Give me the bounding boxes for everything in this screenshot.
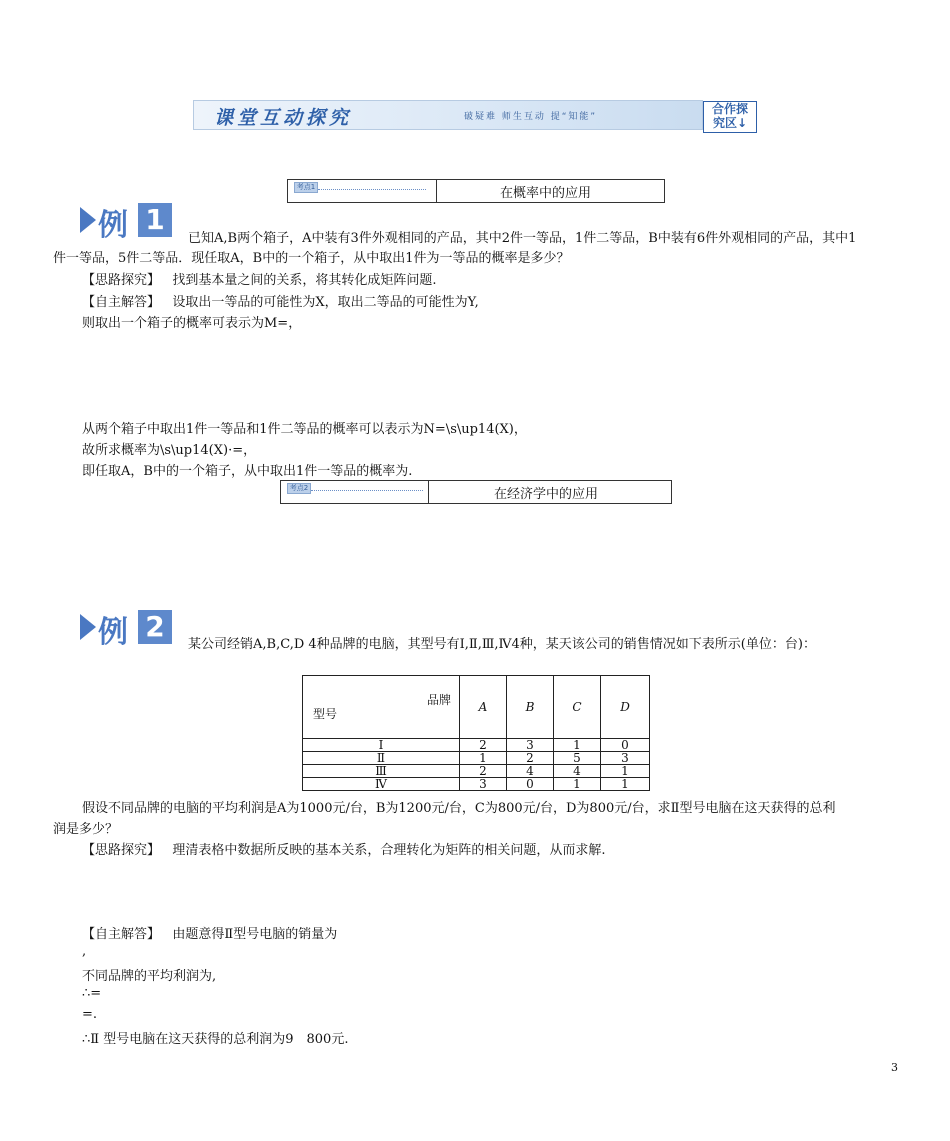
solution-line-3: 不同品牌的平均利润为,	[82, 969, 217, 984]
table-row	[303, 752, 650, 765]
table-cell: 0	[507, 778, 554, 791]
example-2-problem: 某公司经销A,B,C,D 4种品牌的电脑，其型号有Ⅰ,Ⅱ,Ⅲ,Ⅳ4种，某天该公司的销售情况如下表所示(单位：台)：	[188, 637, 816, 652]
table-cell: 1	[554, 778, 601, 791]
sales-table	[302, 675, 650, 791]
table-cell: 2	[460, 739, 507, 752]
approach-label: 【思路探究】	[82, 843, 161, 858]
example-2-approach	[82, 839, 606, 858]
solution-line-4: ∴=	[82, 986, 102, 1001]
solution-text: 由题意得Ⅱ型号电脑的销量为	[172, 927, 338, 942]
badge-number: 2	[138, 610, 172, 644]
badge-arrow-icon	[80, 207, 96, 233]
table-cell: 1	[601, 778, 650, 791]
row-label: Ⅳ	[303, 778, 460, 791]
table-cell: 3	[460, 778, 507, 791]
table-cell: 3	[507, 739, 554, 752]
topic-title-2: 在经济学中的应用	[494, 487, 599, 502]
topic-arrow-icon	[311, 490, 423, 491]
table-header-row	[303, 676, 650, 739]
solution-line-2: ,	[82, 944, 87, 959]
table-cell: 2	[460, 765, 507, 778]
example-1-problem-line-2: 件一等品，5件二等品．现任取A，B中的一个箱子，从中取出1件为一等品的概率是多少？	[53, 251, 570, 266]
model-label: 型号	[313, 707, 338, 721]
table-cell: 4	[507, 765, 554, 778]
coop-line-1: 合作探	[711, 102, 748, 116]
brand-label: 品牌	[426, 693, 451, 707]
table-cell: 3	[601, 752, 650, 765]
topic-divider	[428, 481, 429, 503]
cooperation-zone-box	[703, 101, 757, 133]
banner-subtitle: 破疑难 师生互动 提“知能”	[464, 112, 598, 122]
section-banner	[193, 100, 703, 130]
example-1-solution	[82, 291, 479, 310]
solution-line-4: 故所求概率为\s\up14(X)·=，	[82, 443, 257, 458]
diagonal-header-cell	[303, 676, 460, 739]
badge-arrow-icon	[80, 614, 96, 640]
table-cell: 1	[460, 752, 507, 765]
badge-word: 例	[98, 208, 128, 243]
topic-box-2	[280, 480, 672, 504]
coop-line-2: 究区↓	[712, 116, 748, 130]
solution-line-5: 即任取A，B中的一个箱子，从中取出1件一等品的概率为.	[82, 464, 413, 479]
column-header: C	[554, 676, 601, 739]
table-cell: 1	[554, 739, 601, 752]
example-2-solution	[82, 923, 337, 942]
example-2-badge	[80, 610, 172, 650]
approach-text: 找到基本量之间的关系，将其转化成矩阵问题.	[172, 273, 437, 288]
table-cell: 0	[601, 739, 650, 752]
row-label: Ⅲ	[303, 765, 460, 778]
page-number: 3	[891, 1061, 898, 1074]
table-row	[303, 739, 650, 752]
solution-label: 【自主解答】	[82, 295, 161, 310]
solution-line-2: 则取出一个箱子的概率可表示为M=，	[82, 316, 302, 331]
topic-title-1: 在概率中的应用	[500, 186, 592, 201]
topic-box-1	[287, 179, 665, 203]
row-label: Ⅰ	[303, 739, 460, 752]
topic-divider	[436, 180, 437, 202]
table-cell: 5	[554, 752, 601, 765]
table-cell: 2	[507, 752, 554, 765]
topic-tag-2: 考点2	[287, 483, 311, 494]
table-row	[303, 778, 650, 791]
solution-line-5: =.	[82, 1007, 98, 1022]
example-1-problem-line-1: 已知A,B两个箱子，A中装有3件外观相同的产品，其中2件一等品，1件二等品，B中装有6件外观相同的产品，其中1	[188, 231, 857, 246]
row-label: Ⅱ	[303, 752, 460, 765]
column-header: D	[601, 676, 650, 739]
badge-word: 例	[98, 615, 128, 650]
table-cell: 4	[554, 765, 601, 778]
solution-line-1: 设取出一等品的可能性为X，取出二等品的可能性为Y,	[172, 295, 479, 310]
topic-tag-1: 考点1	[294, 182, 318, 193]
approach-text: 理清表格中数据所反映的基本关系，合理转化为矩阵的相关问题，从而求解.	[172, 843, 606, 858]
solution-label: 【自主解答】	[82, 927, 161, 942]
solution-line-6: ∴Ⅱ 型号电脑在这天获得的总利润为9 800元.	[82, 1032, 349, 1047]
approach-label: 【思路探究】	[82, 273, 161, 288]
topic-arrow-icon	[318, 189, 426, 190]
column-header: A	[460, 676, 507, 739]
badge-number: 1	[138, 203, 172, 237]
column-header: B	[507, 676, 554, 739]
table-cell: 1	[601, 765, 650, 778]
solution-line-3: 从两个箱子中取出1件一等品和1件二等品的概率可以表示为N=\s\up14(X)，	[82, 422, 527, 437]
example-2-question-line-1: 假设不同品牌的电脑的平均利润是A为1000元/台，B为1200元/台，C为800元/台，D为800元/台，求Ⅱ型号电脑在这天获得的总利	[82, 801, 836, 816]
example-1-badge	[80, 203, 172, 243]
example-2-question-line-2: 润是多少？	[53, 822, 119, 837]
table-row	[303, 765, 650, 778]
example-1-approach	[82, 269, 437, 288]
banner-title: 课堂互动探究	[214, 107, 353, 129]
